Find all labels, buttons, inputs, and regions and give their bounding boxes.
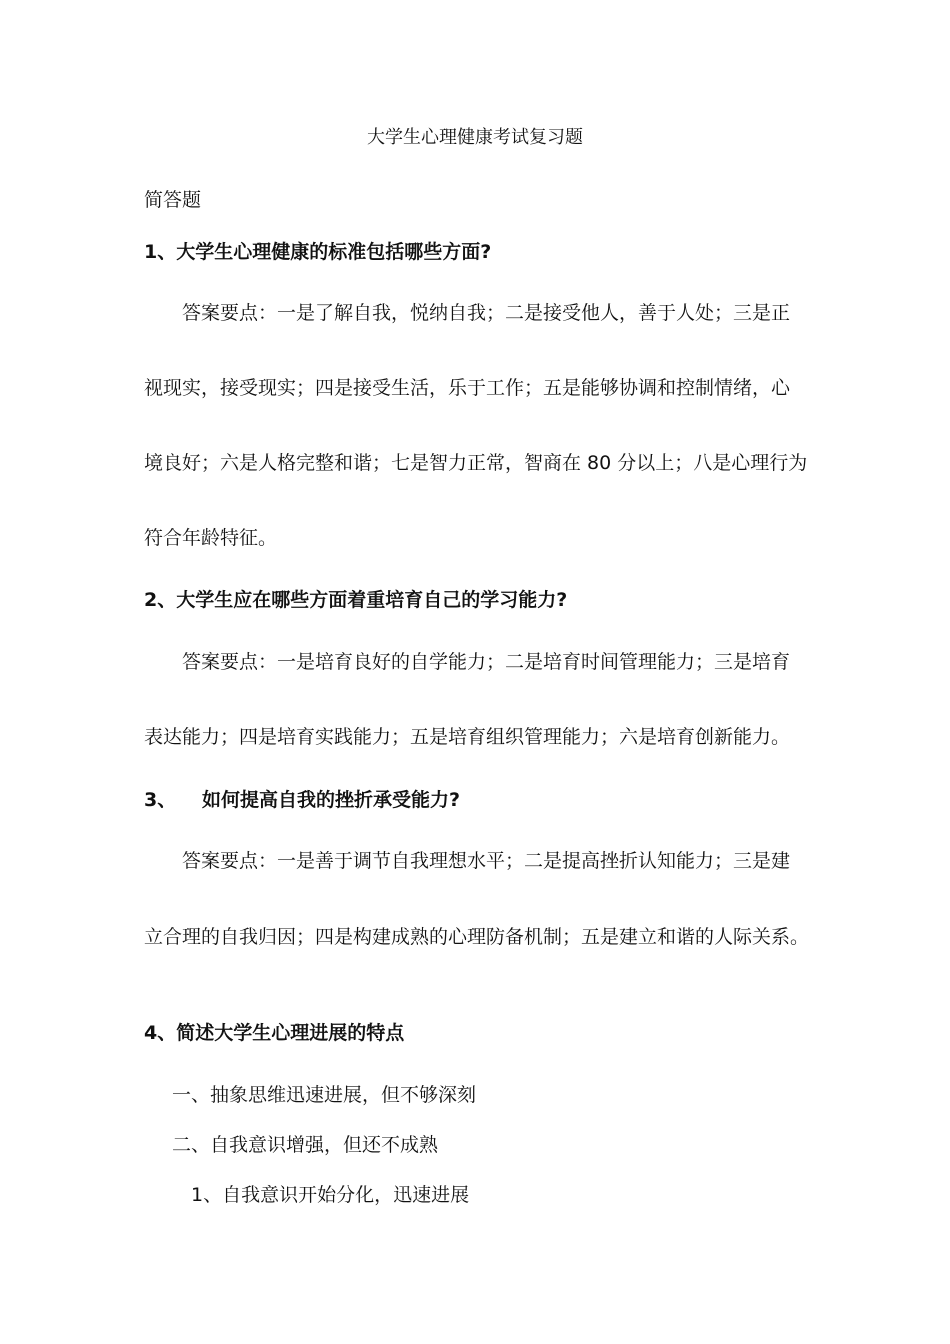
document-title: 大学生心理健康考试复习题 — [367, 127, 583, 148]
answer-1-line-3: 境良好；六是人格完整和谐；七是智力正常，智商在 80 分以上；八是心理行为 — [144, 452, 808, 474]
answer-1-line-1: 答案要点：一是了解自我，悦纳自我；二是接受他人，善于人处；三是正 — [182, 302, 791, 324]
point-4-2: 二、自我意识增强，但还不成熟 — [172, 1134, 439, 1156]
answer-3-line-2: 立合理的自我归因；四是构建成熟的心理防备机制；五是建立和谐的人际关系。 — [144, 926, 810, 948]
question-4: 4、简述大学生心理进展的特点 — [144, 1022, 405, 1044]
point-4-2-1: 1、自我意识开始分化，迅速进展 — [191, 1184, 470, 1206]
section-heading: 简答题 — [144, 189, 202, 211]
answer-1-line-4: 符合年龄特征。 — [144, 527, 278, 549]
question-3-number: 3、 — [144, 789, 177, 811]
answer-1-line-2: 视现实，接受现实；四是接受生活，乐于工作；五是能够协调和控制情绪，心 — [144, 377, 791, 399]
answer-3-line-1: 答案要点：一是善于调节自我理想水平；二是提高挫折认知能力；三是建 — [182, 850, 791, 872]
question-2: 2、大学生应在哪些方面着重培育自己的学习能力? — [144, 589, 568, 611]
point-4-1: 一、抽象思维迅速进展，但不够深刻 — [172, 1084, 477, 1106]
question-3: 如何提高自我的挫折承受能力? — [202, 789, 461, 811]
answer-2-line-1: 答案要点：一是培育良好的自学能力；二是培育时间管理能力；三是培育 — [182, 651, 791, 673]
answer-2-line-2: 表达能力；四是培育实践能力；五是培育组织管理能力；六是培育创新能力。 — [144, 726, 791, 748]
question-1: 1、大学生心理健康的标准包括哪些方面? — [144, 241, 492, 263]
